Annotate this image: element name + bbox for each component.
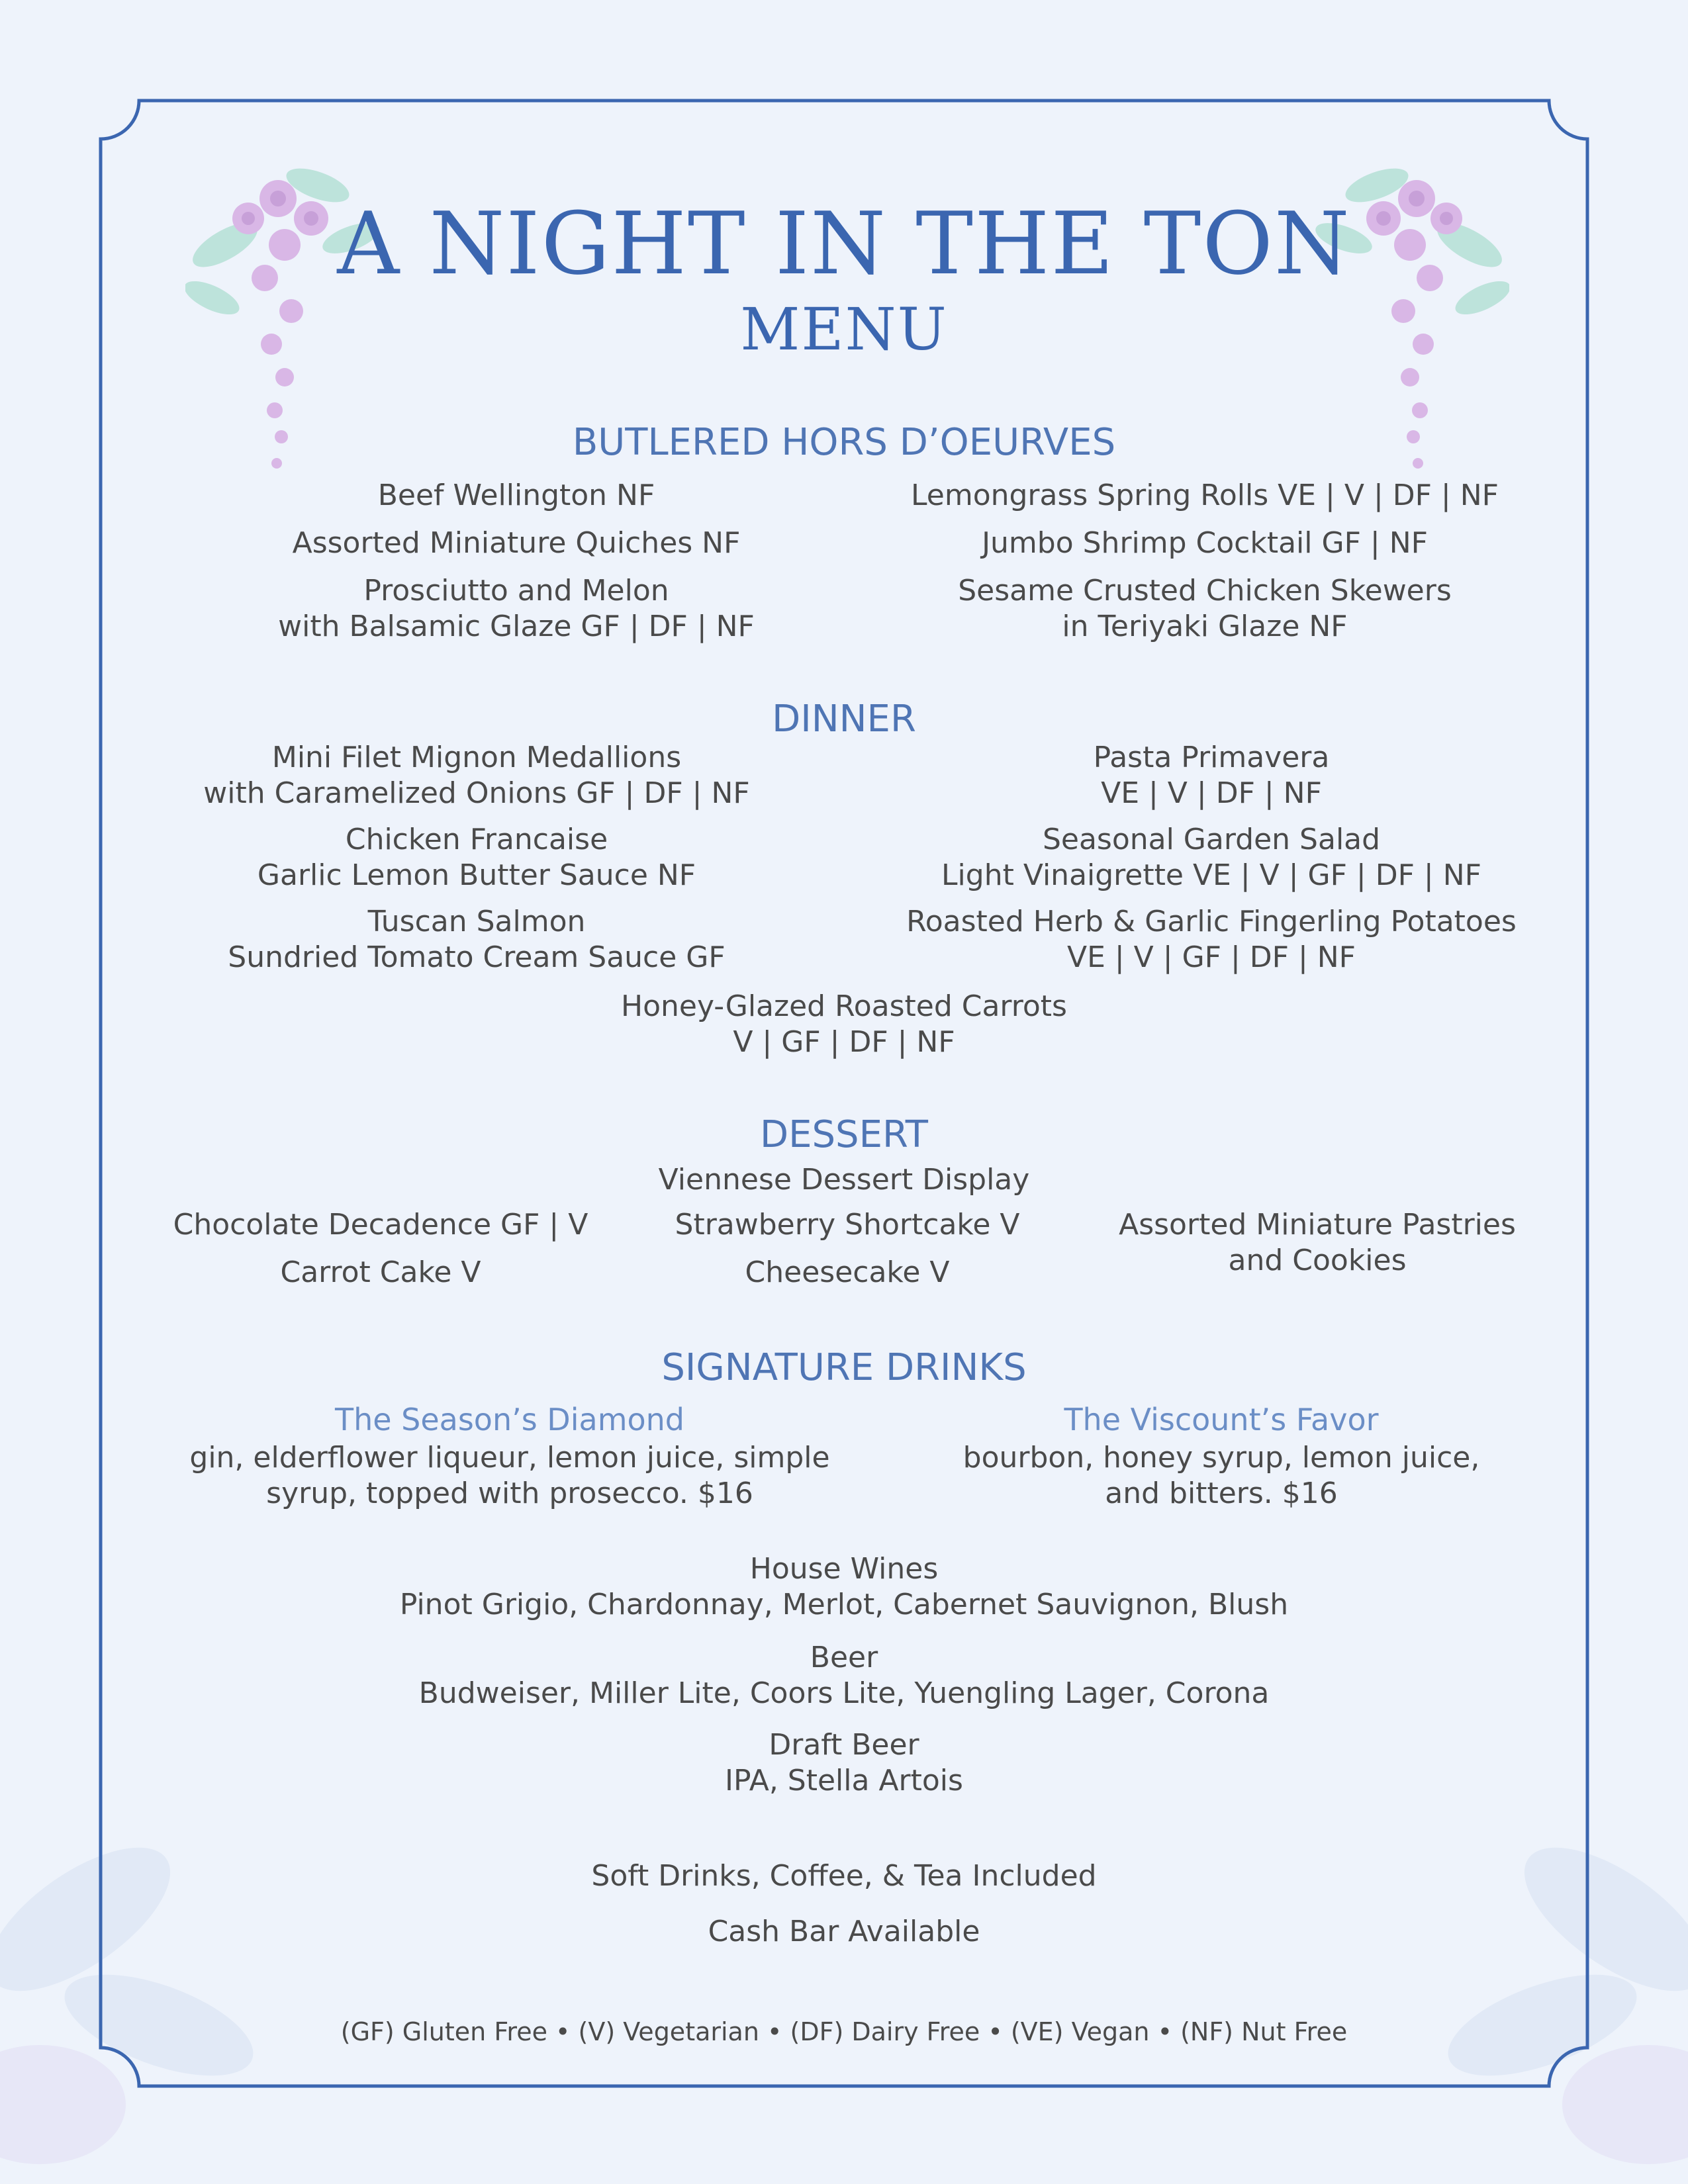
menu-item: Strawberry Shortcake V	[675, 1208, 1020, 1242]
menu-item: Viennese Dessert Display	[658, 1163, 1030, 1197]
menu-item: Cheesecake V	[745, 1255, 950, 1289]
drink-description: bourbon, honey syrup, lemon juice, and bitters. $16	[962, 1441, 1480, 1510]
menu-item: Lemongrass Spring Rolls VE | V | DF | NF	[911, 478, 1499, 512]
menu-item: Seasonal Garden Salad Light Vinaigrette VE | V | GF | DF | NF	[941, 823, 1481, 892]
drink-description: gin, elderflower liqueur, lemon juice, simple syrup, topped with prosecco. $16	[189, 1441, 830, 1510]
menu-item: Chicken Francaise Garlic Lemon Butter Sauce NF	[257, 823, 696, 892]
menu-item: Chocolate Decadence GF | V	[173, 1208, 588, 1242]
section-heading-dessert: DESSERT	[759, 1113, 929, 1156]
menu-item: Jumbo Shrimp Cocktail GF | NF	[982, 526, 1428, 560]
menu-item: Assorted Miniature Quiches NF	[292, 526, 741, 560]
menu-item: Roasted Herb & Garlic Fingerling Potatoes VE | V | GF | DF | NF	[906, 905, 1517, 974]
beer: Beer Budweiser, Miller Lite, Coors Lite, Yuengling Lager, Corona	[418, 1641, 1270, 1710]
section-heading-signature-drinks: SIGNATURE DRINKS	[661, 1346, 1027, 1389]
menu-item: Carrot Cake V	[280, 1255, 481, 1289]
menu-item: Honey-Glazed Roasted Carrots V | GF | DF | NF	[621, 989, 1067, 1059]
menu-item: Beef Wellington NF	[377, 478, 655, 512]
dietary-legend: (GF) Gluten Free • (V) Vegetarian • (DF) Dairy Free • (VE) Vegan • (NF) Nut Free	[340, 2017, 1348, 2046]
menu-item: Mini Filet Mignon Medallions with Caramelized Onions GF | DF | NF	[203, 741, 750, 810]
menu-title: A NIGHT IN THE TON	[337, 193, 1351, 294]
menu-item: Sesame Crusted Chicken Skewers in Teriyaki Glaze NF	[958, 574, 1452, 643]
drink-name: The Viscount’s Favor	[1064, 1402, 1379, 1437]
menu-item: Prosciutto and Melon with Balsamic Glaze GF | DF | NF	[278, 574, 755, 643]
cash-bar-note: Cash Bar Available	[708, 1915, 980, 1948]
house-wines: House Wines Pinot Grigio, Chardonnay, Merlot, Cabernet Sauvignon, Blush	[399, 1552, 1289, 1621]
menu-item: Pasta Primavera VE | V | DF | NF	[1093, 741, 1330, 810]
draft-beer: Draft Beer IPA, Stella Artois	[725, 1728, 963, 1797]
menu-subtitle: MENU	[740, 295, 948, 363]
menu-item: Assorted Miniature Pastries and Cookies	[1119, 1208, 1516, 1277]
drink-name: The Season’s Diamond	[334, 1402, 685, 1437]
section-heading-dinner: DINNER	[772, 698, 916, 741]
soft-drinks-note: Soft Drinks, Coffee, & Tea Included	[591, 1859, 1097, 1893]
menu-item: Tuscan Salmon Sundried Tomato Cream Sauce GF	[228, 905, 726, 974]
section-heading-hors-doeuvres: BUTLERED HORS D’OEURVES	[572, 421, 1116, 464]
